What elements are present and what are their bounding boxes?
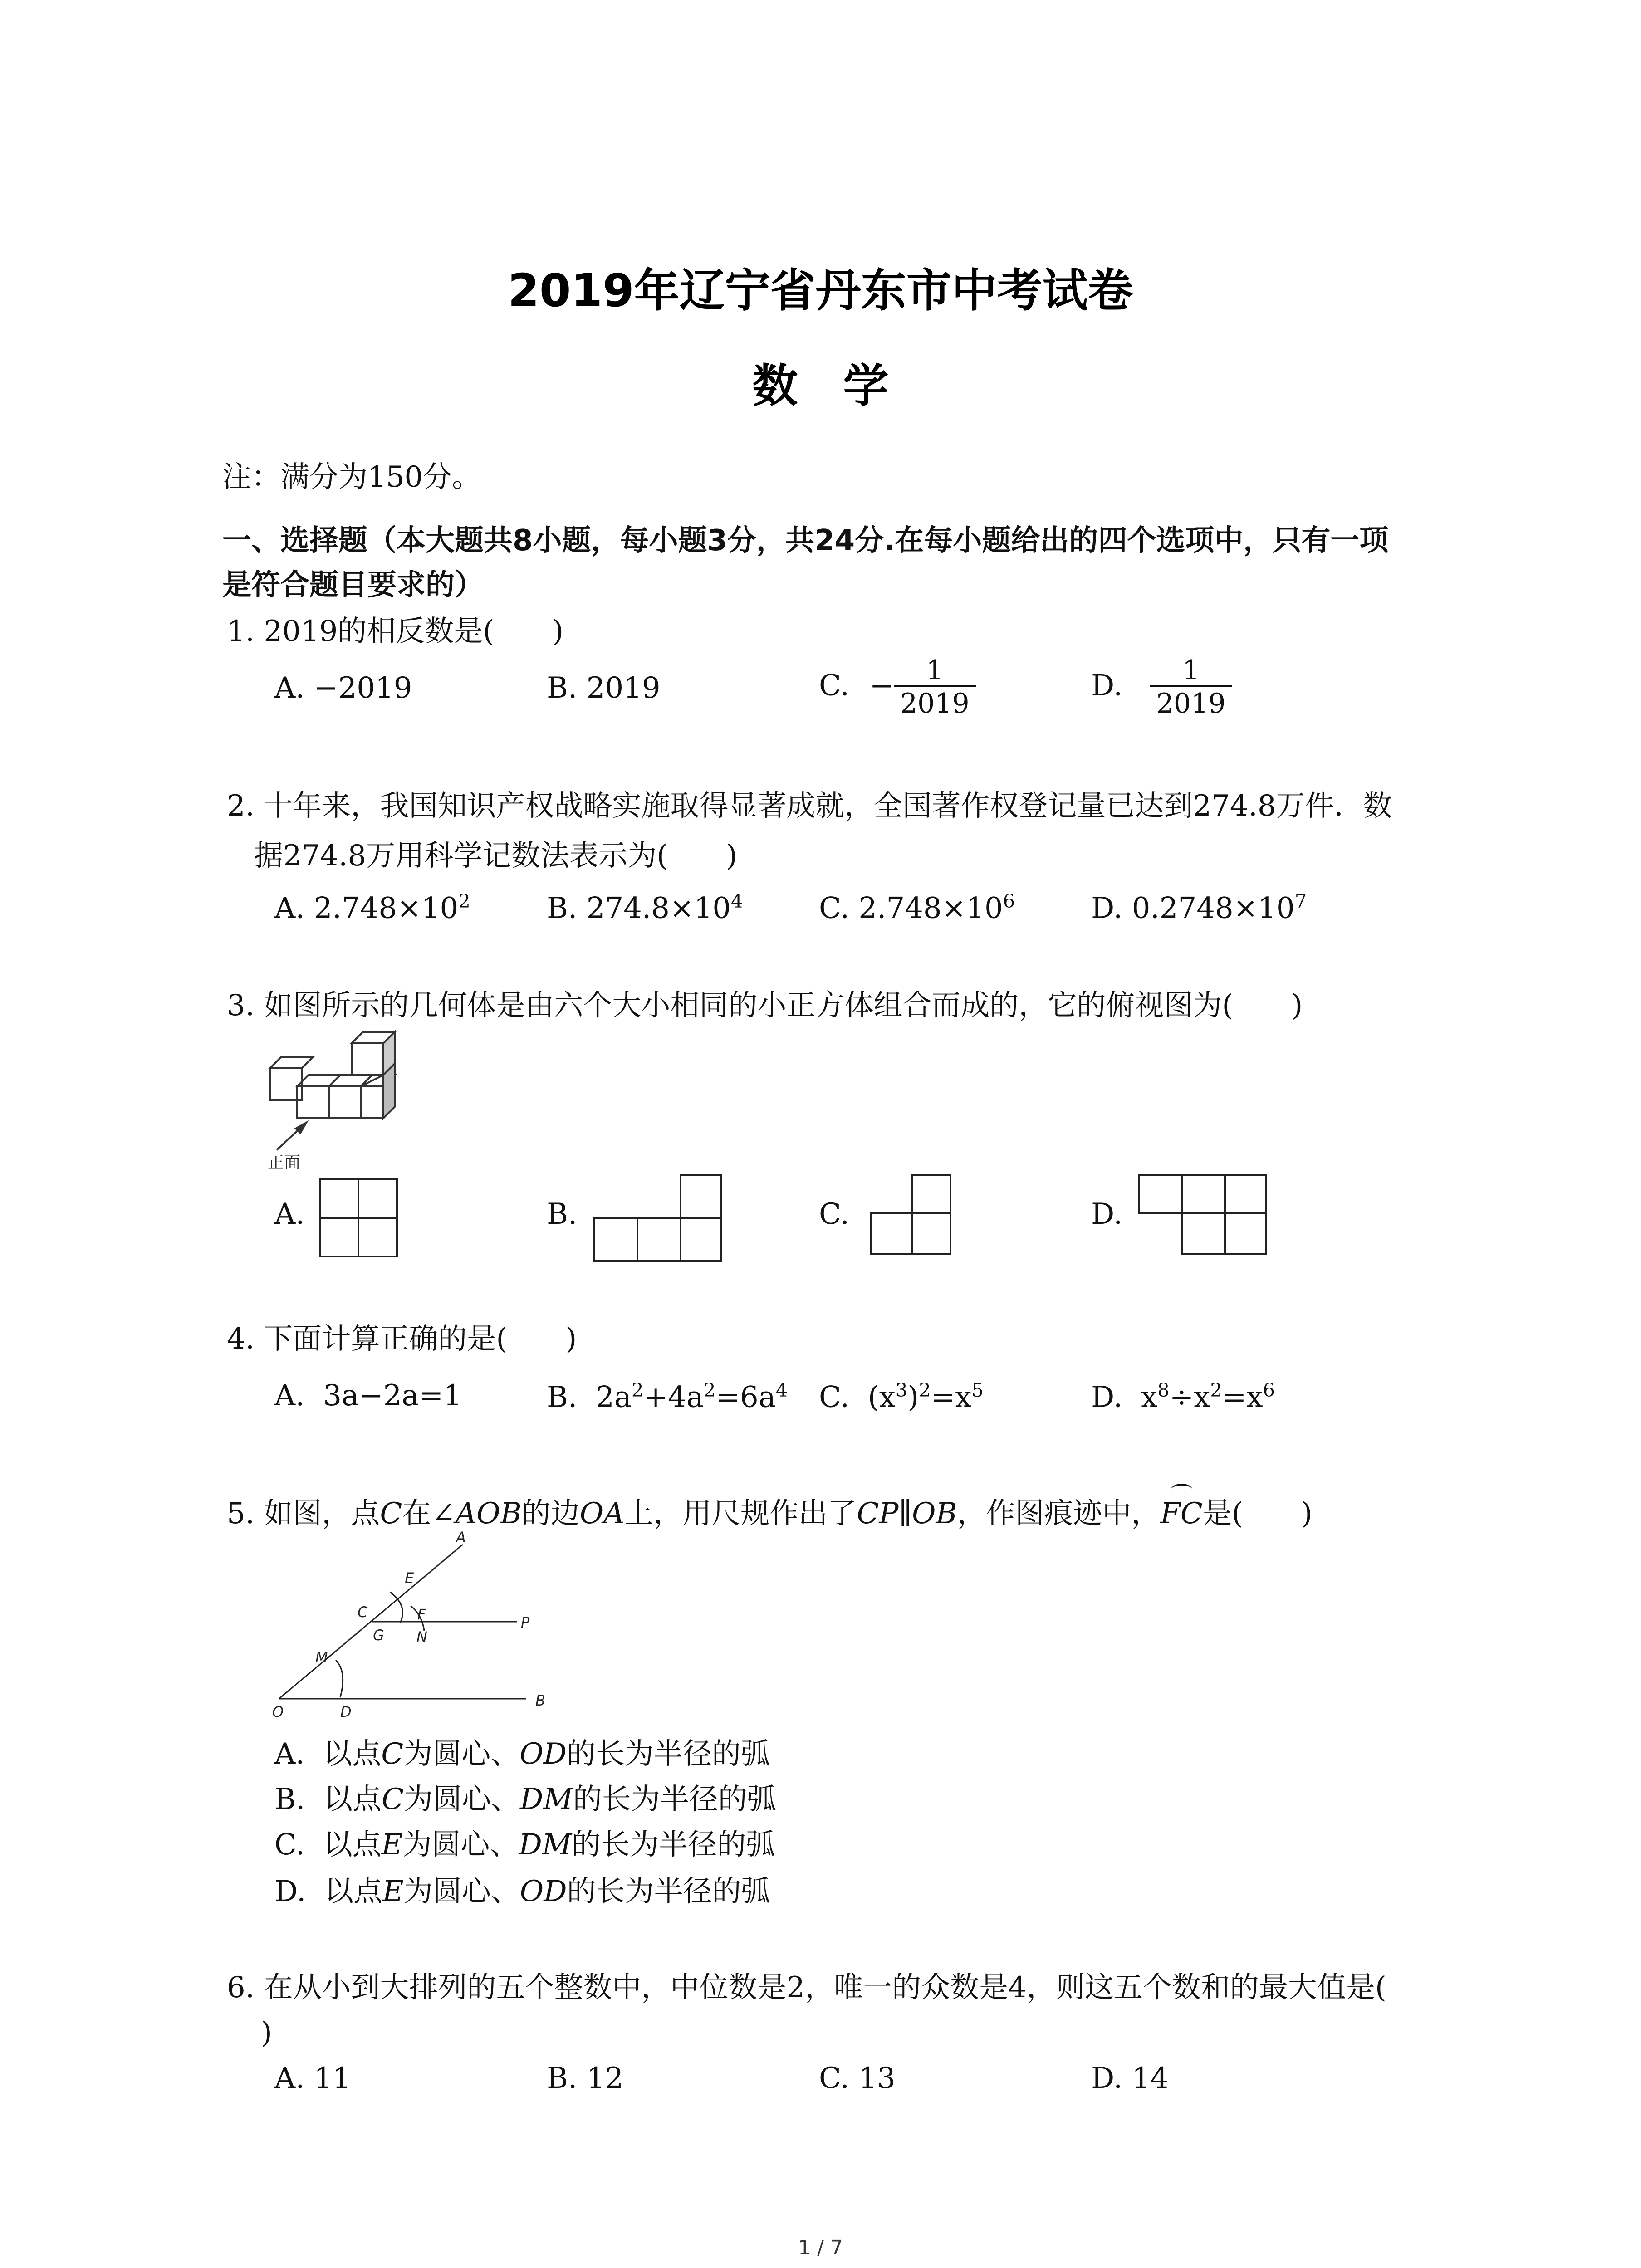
numerator: 1	[1150, 655, 1232, 687]
q4-option-b	[547, 1379, 788, 1414]
q1-option-c	[819, 655, 976, 720]
q5-a-text: 为圆心、	[403, 1737, 520, 1771]
q2-option-c-base: C. 2.748×10	[819, 891, 1003, 925]
q5-d-segment: OD	[519, 1875, 567, 1908]
q3-option-d-label: D.	[1091, 1198, 1123, 1231]
q4-c-exp: 5	[971, 1379, 984, 1401]
q4-d-exp: 8	[1157, 1379, 1170, 1401]
q2-option-b-exp: 4	[731, 890, 743, 912]
q5-d-text: 以点	[324, 1875, 383, 1908]
q2-option-c-exp: 6	[1003, 890, 1015, 912]
q4-option-a	[274, 1379, 462, 1413]
q6-option-c: C. 13	[819, 2062, 896, 2095]
q4-b-part: +4a	[643, 1380, 704, 1414]
q2-option-b-base: B. 274.8×10	[547, 891, 731, 925]
label-M: M	[315, 1649, 328, 1666]
q6-option-a: A. 11	[274, 2062, 351, 2095]
question-3-stem: 3. 如图所示的几何体是由六个大小相同的小正方体组合而成的，它的俯视图为( )	[227, 989, 1303, 1022]
q4-c-exp: 2	[919, 1379, 931, 1401]
q5-stem-var: OA	[579, 1497, 625, 1530]
denominator: 2019	[900, 688, 970, 719]
q5-stem-text: 的边	[521, 1497, 580, 1530]
q1-option-c-fraction	[894, 655, 976, 720]
q4-option-c-label: C.	[819, 1380, 850, 1414]
q4-option-c	[819, 1379, 984, 1414]
front-label: 正面	[268, 1154, 301, 1172]
q4-option-d-label: D.	[1091, 1380, 1123, 1414]
q2-option-a	[274, 890, 470, 925]
q5-stem-text: 在∠	[402, 1497, 456, 1530]
q5-stem-var: OB	[912, 1497, 957, 1530]
q5-stem-arc-var: FC	[1160, 1497, 1203, 1530]
q5-option-d	[274, 1868, 770, 1910]
q1-option-d-label: D.	[1091, 669, 1123, 703]
q5-b-text: 为圆心、	[404, 1783, 520, 1816]
question-6-line1: 6. 在从小到大排列的五个整数中，中位数是2，唯一的众数是4，则这五个数和的最大值是(	[227, 1971, 1386, 2004]
label-B: B	[535, 1692, 545, 1709]
q4-d-part: ÷x	[1169, 1380, 1210, 1414]
q4-c-part: =x	[931, 1380, 972, 1414]
q5-d-text: 的长为半径的弧	[567, 1875, 770, 1908]
label-A: A	[456, 1529, 466, 1546]
question-4-stem: 4. 下面计算正确的是( )	[227, 1322, 577, 1356]
q4-b-exp: 2	[703, 1379, 716, 1401]
label-E: E	[405, 1569, 414, 1587]
q4-b-exp: 2	[631, 1379, 644, 1401]
q5-b-point: C	[382, 1783, 404, 1816]
q4-option-d	[1091, 1379, 1275, 1414]
q5-stem-text: ，作图痕迹中，	[957, 1497, 1161, 1530]
q4-d-part: x	[1141, 1380, 1158, 1414]
label-P: P	[521, 1614, 530, 1631]
q5-c-text: 以点	[323, 1828, 382, 1862]
label-C: C	[358, 1603, 368, 1621]
q1-option-a: A. −2019	[274, 671, 412, 705]
question-2-line1: 2. 十年来，我国知识产权战略实施取得显著成就，全国著作权登记量已达到274.8万件．数	[227, 789, 1392, 823]
q4-option-b-label: B.	[547, 1380, 578, 1414]
q5-c-point: E	[381, 1828, 403, 1862]
q4-d-exp: 6	[1263, 1379, 1275, 1401]
q6-option-b: B. 12	[547, 2062, 624, 2095]
q4-b-exp: 4	[775, 1379, 788, 1401]
q5-stem-text: 上，用尺规作出了	[624, 1497, 857, 1530]
q5-c-text: 为圆心、	[402, 1828, 519, 1862]
q5-b-text: 的长为半径的弧	[573, 1783, 776, 1816]
q4-b-part: 2a	[596, 1380, 632, 1414]
q2-option-a-base: A. 2.748×10	[274, 891, 459, 925]
label-F: F	[417, 1606, 426, 1623]
q3-option-b-figure	[592, 1173, 724, 1263]
q1-option-d-fraction	[1150, 655, 1232, 720]
q5-a-point: C	[381, 1737, 404, 1771]
q5-d-text: 为圆心、	[403, 1875, 520, 1908]
q2-option-a-exp: 2	[458, 890, 470, 912]
q5-stem-text: 5. 如图，点	[227, 1497, 380, 1530]
q1-option-c-sign: −	[869, 669, 894, 703]
q2-option-d-exp: 7	[1294, 890, 1307, 912]
q5-construction-figure	[272, 1529, 567, 1721]
question-1-stem: 1. 2019的相反数是( )	[227, 615, 564, 648]
q6-option-d: D. 14	[1091, 2062, 1169, 2095]
q5-stem-var: CP	[857, 1497, 899, 1530]
q4-c-part: )	[907, 1380, 919, 1414]
q3-option-a-label: A.	[274, 1198, 305, 1231]
q5-c-segment: DM	[519, 1828, 572, 1862]
q5-a-segment: OD	[519, 1737, 567, 1771]
q3-option-a-figure	[318, 1177, 404, 1259]
q5-a-text: 以点	[323, 1737, 382, 1771]
page-number: 1 / 7	[798, 2236, 843, 2259]
q5-a-text: 的长为半径的弧	[567, 1737, 770, 1771]
q5-c-label: C.	[274, 1828, 305, 1862]
q5-d-label: D.	[274, 1875, 306, 1908]
q1-option-c-label: C.	[819, 669, 850, 703]
q3-option-d-figure	[1136, 1173, 1268, 1259]
q5-b-segment: DM	[520, 1783, 573, 1816]
question-2-line2: 据274.8万用科学记数法表示为( )	[254, 839, 738, 873]
q4-option-a-expr: 3a−2a=1	[323, 1379, 462, 1413]
denominator: 2019	[1156, 688, 1226, 719]
q4-d-part: =x	[1222, 1380, 1263, 1414]
q4-c-part: (x	[867, 1380, 896, 1414]
q2-option-d	[1091, 890, 1307, 925]
label-N: N	[416, 1628, 427, 1646]
subject-title: 数学	[752, 359, 934, 412]
label-D: D	[340, 1703, 352, 1721]
q5-option-c	[274, 1821, 775, 1863]
q5-b-text: 以点	[323, 1783, 382, 1816]
q2-option-c	[819, 890, 1015, 925]
q4-b-part: =6a	[715, 1380, 776, 1414]
exam-title: 2019年辽宁省丹东市中考试卷	[508, 264, 1133, 317]
q5-stem-var: C	[380, 1497, 402, 1530]
section-heading-line2: 是符合题目要求的）	[222, 568, 484, 602]
q5-stem-text: 是( )	[1202, 1497, 1313, 1530]
numerator: 1	[894, 655, 976, 687]
q5-c-text: 的长为半径的弧	[572, 1828, 775, 1862]
q5-option-b	[274, 1776, 776, 1818]
q2-option-b	[547, 890, 743, 925]
section-heading-line1: 一、选择题（本大题共8小题，每小题3分，共24分.在每小题给出的四个选项中，只有一项	[222, 524, 1389, 557]
cube-solid-figure	[263, 1025, 454, 1175]
q5-option-a	[274, 1730, 770, 1772]
label-G: G	[373, 1627, 384, 1644]
score-note: 注：满分为150分。	[222, 460, 481, 494]
q5-b-label: B.	[274, 1783, 305, 1816]
label-O: O	[272, 1703, 284, 1721]
q1-option-b: B. 2019	[547, 671, 661, 705]
q4-d-exp: 2	[1210, 1379, 1222, 1401]
q5-stem-text: ∥	[898, 1497, 912, 1530]
q3-option-b-label: B.	[547, 1198, 578, 1231]
question-5-stem	[227, 1499, 1313, 1528]
q1-option-d	[1091, 655, 1232, 720]
q4-option-a-label: A.	[274, 1379, 305, 1413]
q5-a-label: A.	[274, 1737, 305, 1771]
q3-option-c-label: C.	[819, 1198, 850, 1231]
q2-option-d-base: D. 0.2748×10	[1091, 891, 1295, 925]
q4-c-exp: 3	[895, 1379, 908, 1401]
q3-option-c-figure	[869, 1173, 955, 1259]
q5-d-point: E	[382, 1875, 404, 1908]
question-6-line2: )	[261, 2016, 272, 2050]
q5-stem-var: AOB	[456, 1497, 522, 1530]
